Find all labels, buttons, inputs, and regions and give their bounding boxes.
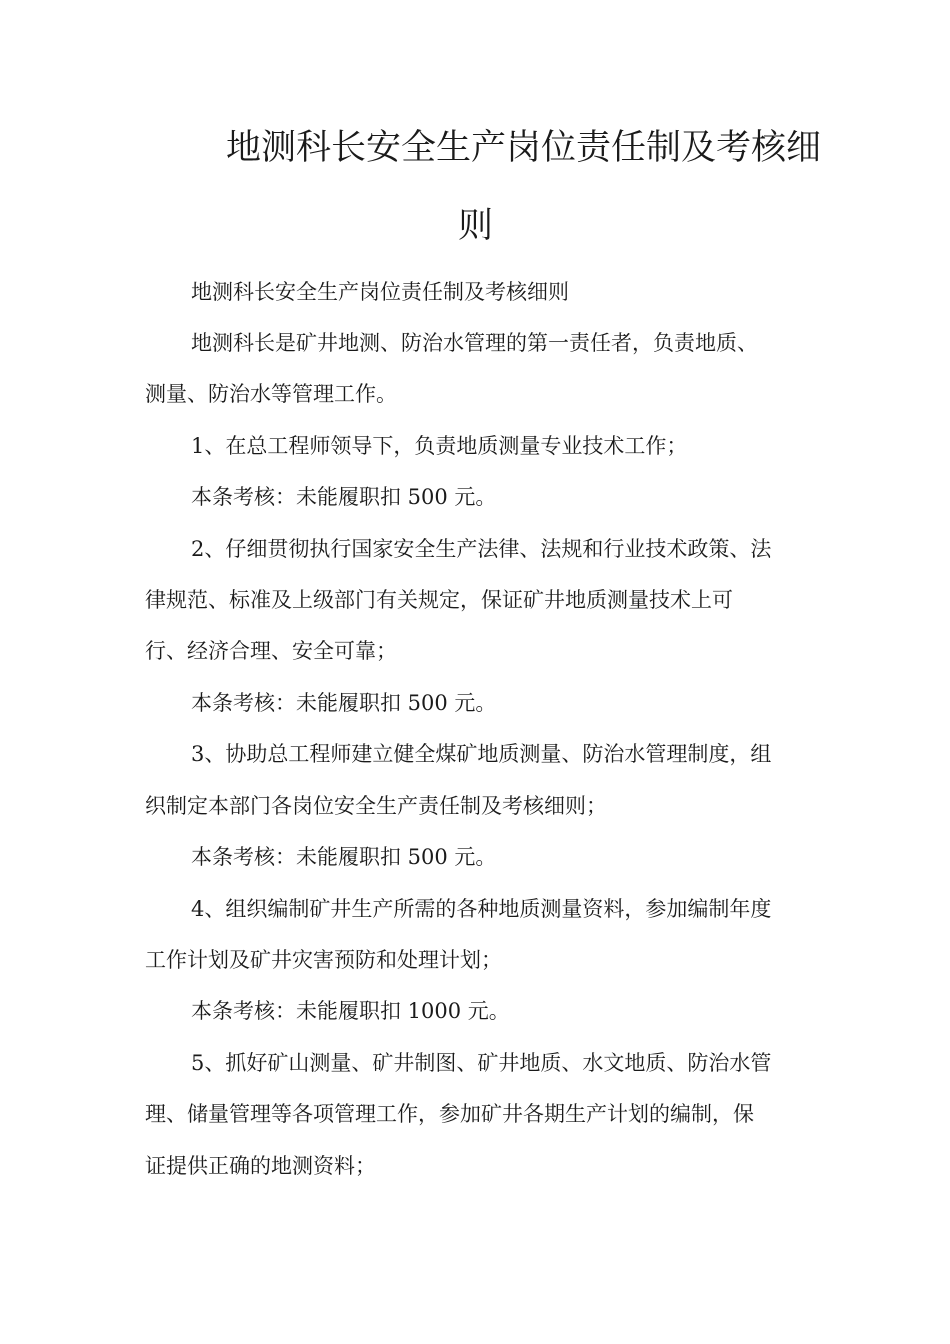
item-4-text-line-1: 4、组织编制矿井生产所需的各种地质测量资料，参加编制年度 bbox=[191, 897, 772, 921]
item-5-text-line-1: 5、抓好矿山测量、矿井制图、矿井地质、水文地质、防治水管 bbox=[191, 1051, 772, 1075]
subtitle-paragraph: 地测科长安全生产岗位责任制及考核细则 bbox=[191, 280, 569, 304]
document-title-line-1: 地测科长安全生产岗位责任制及考核细 bbox=[226, 128, 822, 168]
intro-paragraph-line-1: 地测科长是矿井地测、防治水管理的第一责任者，负责地质、 bbox=[191, 331, 758, 355]
item-2-text-line-1: 2、仔细贯彻执行国家安全生产法律、法规和行业技术政策、法 bbox=[191, 537, 772, 561]
item-5-text-line-2: 理、储量管理等各项管理工作，参加矿井各期生产计划的编制，保 bbox=[145, 1102, 754, 1126]
intro-paragraph-line-2: 测量、防治水等管理工作。 bbox=[145, 382, 397, 406]
item-3-text-line-2: 织制定本部门各岗位安全生产责任制及考核细则； bbox=[145, 794, 607, 818]
item-3-text-line-1: 3、协助总工程师建立健全煤矿地质测量、防治水管理制度，组 bbox=[191, 742, 772, 766]
item-2-assessment: 本条考核：未能履职扣 500 元。 bbox=[191, 691, 497, 715]
document-title-line-2: 则 bbox=[458, 206, 494, 246]
item-2-text-line-2: 律规范、标准及上级部门有关规定，保证矿井地质测量技术上可 bbox=[145, 588, 733, 612]
item-1-assessment: 本条考核：未能履职扣 500 元。 bbox=[191, 485, 497, 509]
item-2-text-line-3: 行、经济合理、安全可靠； bbox=[145, 639, 397, 663]
item-4-assessment: 本条考核：未能履职扣 1000 元。 bbox=[191, 999, 510, 1023]
item-5-text-line-3: 证提供正确的地测资料； bbox=[145, 1154, 376, 1178]
item-3-assessment: 本条考核：未能履职扣 500 元。 bbox=[191, 845, 497, 869]
item-4-text-line-2: 工作计划及矿井灾害预防和处理计划； bbox=[145, 948, 502, 972]
item-1-text: 1、在总工程师领导下，负责地质测量专业技术工作； bbox=[191, 434, 688, 458]
